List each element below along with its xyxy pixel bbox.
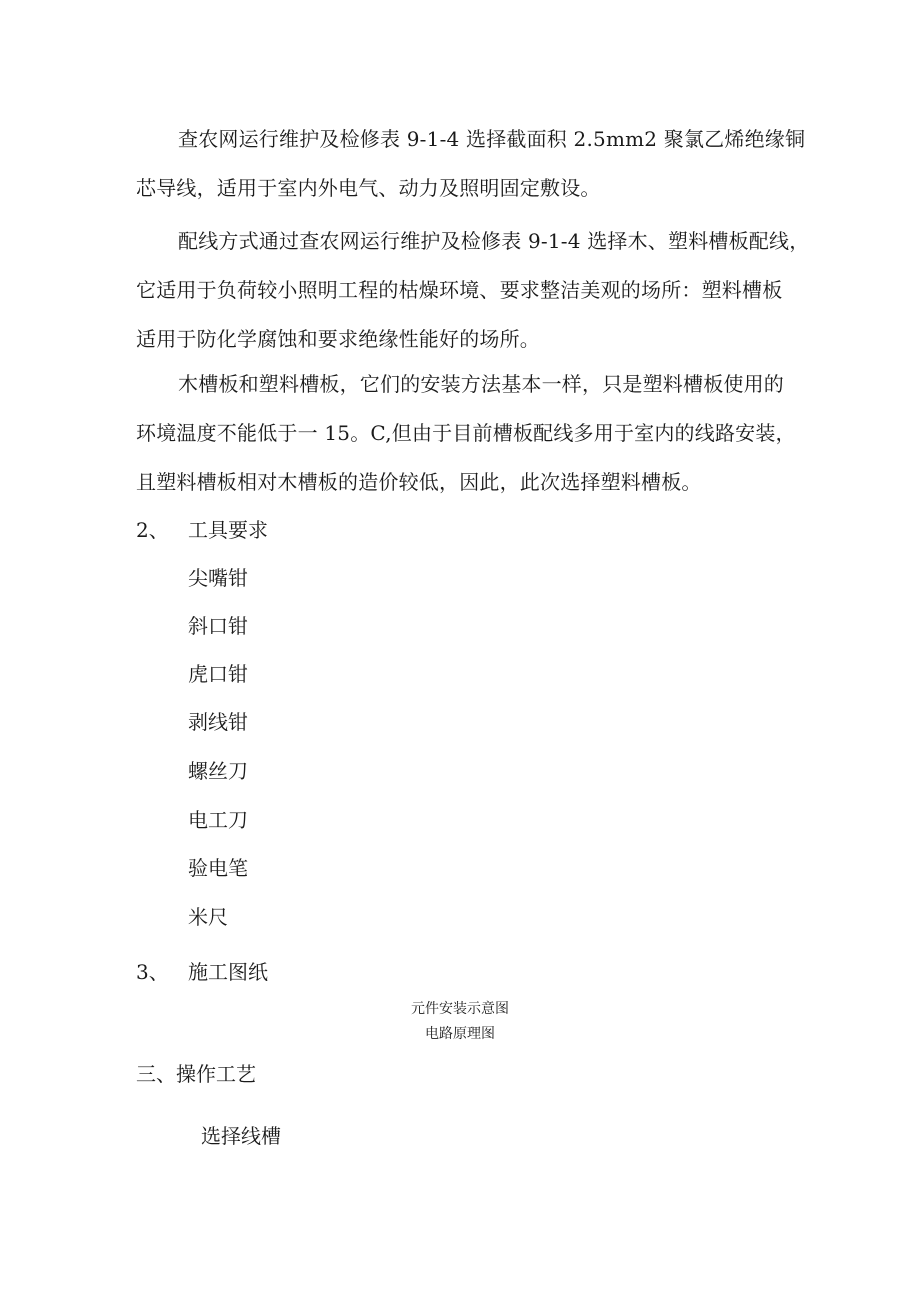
tool-item: 斜口钳 [188, 614, 248, 638]
paragraph-line: 查农网运行维护及检修表 9-1-4 选择截面积 2.5mm2 聚氯乙烯绝缘铜 [178, 127, 806, 151]
paragraph-line: 配线方式通过查农网运行维护及检修表 9-1-4 选择木、塑料槽板配线， [178, 229, 810, 253]
tool-item: 米尺 [188, 905, 228, 929]
tool-item: 尖嘴钳 [188, 566, 248, 590]
heading-number: 3、 [136, 960, 169, 984]
paragraph-line: 木槽板和塑料槽板，它们的安装方法基本一样，只是塑料槽板使用的 [178, 372, 784, 396]
heading-title: 施工图纸 [188, 960, 268, 984]
section-heading: 三、操作工艺 [136, 1062, 256, 1086]
heading-number: 2、 [136, 518, 169, 542]
paragraph-line: 环境温度不能低于一 15。C,但由于目前槽板配线多用于室内的线路安装， [136, 421, 796, 445]
paragraph-line: 芯导线，适用于室内外电气、动力及照明固定敷设。 [136, 176, 601, 200]
figure-caption-circuit-principle: 电路原理图 [425, 1026, 495, 1042]
paragraph-line: 且塑料槽板相对木槽板的造价较低，因此，此次选择塑料槽板。 [136, 470, 702, 494]
tools-heading [136, 516, 268, 544]
figure-caption-component-install: 元件安装示意图 [411, 1001, 509, 1017]
tool-item: 验电笔 [188, 856, 248, 880]
drawings-heading [136, 958, 268, 986]
tool-item: 剥线钳 [188, 710, 248, 734]
tool-item: 虎口钳 [188, 662, 248, 686]
tool-item: 电工刀 [188, 808, 248, 832]
heading-title: 工具要求 [188, 518, 268, 542]
subsection-heading: 选择线槽 [201, 1124, 281, 1148]
paragraph-line: 它适用于负荷较小照明工程的枯燥环境、要求整洁美观的场所：塑料槽板 [136, 278, 783, 302]
paragraph-line: 适用于防化学腐蚀和要求绝缘性能好的场所。 [136, 327, 540, 351]
tool-item: 螺丝刀 [188, 759, 248, 783]
